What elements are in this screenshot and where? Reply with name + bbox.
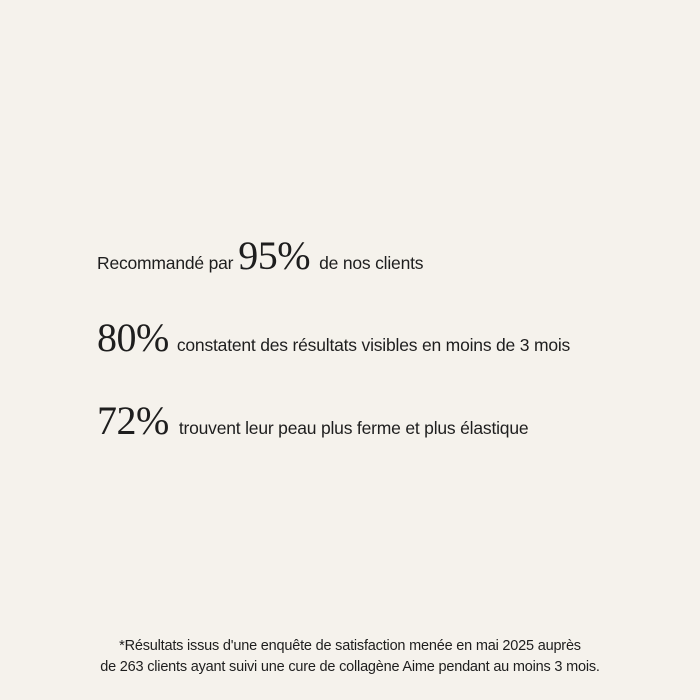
footnote-line-2: de 263 clients ayant suivi une cure de collagène Aime pendant au moins 3 mois. bbox=[100, 659, 600, 675]
footnote-line-1: *Résultats issus d'une enquête de satisfaction menée en mai 2025 auprès bbox=[119, 638, 581, 654]
stat-firmer-skin bbox=[97, 397, 528, 444]
stat-suffix: de nos clients bbox=[319, 253, 424, 273]
stat-suffix: trouvent leur peau plus ferme et plus élastique bbox=[178, 418, 529, 438]
stat-recommended bbox=[97, 232, 423, 279]
stat-value: 80% bbox=[97, 315, 169, 360]
stat-visible-results bbox=[97, 314, 570, 361]
footnote bbox=[0, 636, 700, 678]
stat-suffix: constatent des résultats visibles en moins de 3 mois bbox=[176, 335, 571, 355]
stat-prefix: Recommandé par bbox=[97, 253, 234, 273]
stat-value: 95% bbox=[238, 233, 311, 278]
stat-value: 72% bbox=[97, 398, 169, 443]
